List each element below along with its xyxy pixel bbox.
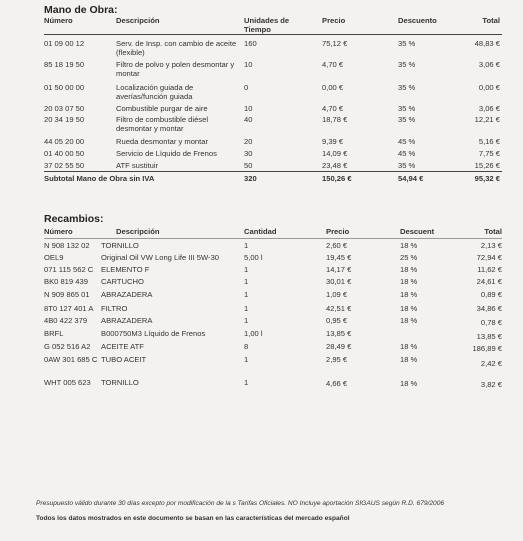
labor-subtotal-label: Subtotal Mano de Obra sin IVA [44,174,155,183]
labor-row-descuento: 35 % [398,115,416,124]
labor-row-numero: 37 02 55 50 [44,161,85,170]
labor-row-descuento: 35 % [398,39,416,48]
parts-row-numero: BRFL [44,329,64,338]
labor-subtotal-descuento: 54,94 € [398,174,424,183]
parts-row-total: 11,62 € [477,265,502,274]
labor-subtotal-total: 95,32 € [474,174,500,183]
parts-row-descuento: 25 % [400,253,418,262]
labor-row-precio: 14,09 € [322,149,348,158]
parts-row-cantidad: 1 [244,290,249,299]
labor-row-unidades: 30 [244,149,253,158]
labor-row-descuento: 45 % [398,149,416,158]
parts-row-total: 2,42 € [480,359,502,368]
parts-row-precio: 14,17 € [326,265,352,274]
labor-subtotal-precio: 150,26 € [322,174,352,183]
parts-row-total: 24,61 € [476,277,502,286]
labor-row-numero: 01 50 00 00 [44,83,85,92]
labor-row-numero: 01 09 00 12 [44,39,85,48]
parts-row-descuento: 18 % [400,265,418,274]
parts-row-cantidad: 8 [244,342,249,351]
parts-row-total: 72,94 € [476,253,502,262]
parts-row-cantidad: 1 [244,265,249,274]
parts-row-total: 34,86 € [476,304,502,313]
labor-row-descuento: 35 % [398,60,416,69]
labor-row-unidades: 10 [244,104,253,113]
labor-header-total: Total [482,16,500,25]
parts-header-total: Total [484,227,502,236]
parts-row-numero: BK0 819 439 [44,277,88,286]
labor-row-unidades: 10 [244,60,253,69]
labor-section-title: Mano de Obra: [44,4,118,16]
labor-header-descripcion: Descripción [116,16,160,25]
labor-header-descuento: Descuento [398,16,437,25]
parts-row-precio: 4,66 € [326,379,348,388]
labor-row-numero: 44 05 20 00 [44,137,85,146]
labor-row-numero: 85 18 19 50 [44,60,85,69]
labor-row-unidades: 20 [244,137,253,146]
parts-row-descuento: 18 % [400,277,418,286]
parts-row-precio: 19,45 € [326,253,352,262]
labor-row-descripcion: Localización guiada de averías/función guiada [116,83,194,101]
market-disclaimer: Todos los datos mostrados en este documento se basan en las características del mercado español [36,515,350,522]
parts-row-cantidad: 1 [244,378,249,387]
parts-header-numero: Número [44,227,73,236]
parts-row-total: 13,85 € [476,332,502,341]
parts-row-numero: OEL9 [44,253,64,262]
labor-row-descuento: 35 % [398,104,416,113]
parts-row-numero: 071 115 562 C [44,265,94,274]
labor-row-total: 3,06 € [478,104,500,113]
labor-row-unidades: 160 [244,39,257,48]
parts-row-descuento: 18 % [400,304,418,313]
parts-row-descuento: 18 % [400,241,418,250]
parts-row-numero: WHT 005 623 [44,378,91,387]
labor-row-precio: 18,78 € [322,115,348,124]
parts-row-numero: 4B0 422 379 [44,316,88,325]
parts-row-numero: N 909 865 01 [44,290,90,299]
parts-row-cantidad: 1 [244,277,249,286]
parts-row-numero: G 052 516 A2 [44,342,91,351]
labor-row-precio: 9,39 € [322,137,344,146]
parts-row-descripcion: B000750M3 Líquido de Frenos [101,329,206,338]
parts-row-precio: 0,95 € [326,316,348,325]
parts-header-cantidad: Cantidad [244,227,277,236]
parts-row-precio: 28,49 € [326,342,352,351]
labor-header-precio: Precio [322,16,346,25]
labor-row-descuento: 35 % [398,83,416,92]
labor-row-unidades: 0 [244,83,249,92]
parts-row-cantidad: 1,00 l [244,329,263,338]
parts-section-title: Recambios: [44,213,104,225]
parts-row-total: 0,89 € [480,290,502,299]
labor-row-total: 5,16 € [478,137,500,146]
parts-header-precio: Precio [326,227,350,236]
labor-header-unidades: Unidades de Tiempo [244,16,290,34]
parts-row-descripcion: Original Oil VW Long Life III 5W-30 [101,253,220,262]
parts-row-numero: 8T0 127 401 A [44,304,94,313]
parts-row-descripcion: TORNILLO [101,241,139,250]
labor-row-total: 48,83 € [474,39,500,48]
parts-row-descripcion: ELEMENTO F [101,265,150,274]
parts-row-precio: 30,01 € [326,277,352,286]
parts-row-cantidad: 1 [244,316,249,325]
labor-row-descuento: 45 % [398,137,416,146]
labor-row-total: 0,00 € [478,83,500,92]
labor-row-descripcion: Filtro de combustible diésel desmontar y montar [116,115,209,133]
labor-row-descripcion: Servicio de Líquido de Frenos [116,149,217,158]
parts-row-descuento: 18 % [400,290,418,299]
parts-row-descuento: 18 % [400,342,418,351]
parts-row-precio: 2,60 € [326,241,348,250]
labor-subtotal-unidades: 320 [244,174,257,183]
labor-row-precio: 75,12 € [322,39,348,48]
labor-row-numero: 01 40 00 50 [44,149,85,158]
parts-row-descuento: 18 % [400,355,418,364]
labor-row-precio: 4,70 € [322,104,344,113]
parts-row-cantidad: 1 [244,241,249,250]
parts-header-divider [44,238,502,239]
parts-row-precio: 2,95 € [326,355,348,364]
labor-row-numero: 20 34 19 50 [44,115,85,124]
labor-row-descripcion: ATF sustituir [116,161,159,170]
labor-row-descuento: 35 % [398,161,416,170]
parts-row-descripcion: TUBO ACEIT [101,355,147,364]
labor-row-descripcion: Rueda desmontar y montar [116,137,209,146]
parts-row-total: 0,78 € [480,318,502,327]
labor-row-total: 12,21 € [474,115,500,124]
labor-row-precio: 4,70 € [322,60,344,69]
parts-row-total: 3,82 € [480,380,502,389]
parts-row-descripcion: ACEITE ATF [101,342,144,351]
parts-row-descripcion: FILTRO [101,304,128,313]
parts-row-descuento: 18 % [400,316,418,325]
validity-note: Presupuesto válido durante 30 días excepto por modificación de la s Tarifas Oficiales. NO Incluye aportación SIGAUS según R.D. 679/2006 [36,500,445,507]
parts-row-total: 2,13 € [480,241,502,250]
labor-header-divider [44,34,502,35]
parts-row-numero: N 908 132 02 [44,241,90,250]
parts-row-descuento: 18 % [400,379,418,388]
labor-row-numero: 20 03 07 50 [44,104,85,113]
parts-row-numero: 0AW 301 685 C [44,355,98,364]
parts-row-precio: 13,85 € [326,329,352,338]
labor-row-precio: 23,48 € [322,161,348,170]
labor-row-descripcion: Filtro de polvo y polen desmontar y montar [116,60,235,78]
parts-row-cantidad: 1 [244,355,249,364]
labor-row-total: 3,06 € [478,60,500,69]
labor-row-unidades: 50 [244,161,253,170]
labor-row-descripcion: Serv. de Insp. con cambio de aceite (flexible) [116,39,237,57]
parts-row-precio: 1,09 € [326,290,348,299]
parts-row-total: 186,89 € [472,344,502,353]
parts-row-descripcion: ABRAZADERA [101,290,153,299]
labor-subtotal-divider [44,171,502,172]
parts-header-descuento: Descuent [400,227,435,236]
parts-row-descripcion: ABRAZADERA [101,316,153,325]
parts-row-descripcion: TORNILLO [101,378,139,387]
labor-row-precio: 0,00 € [322,83,344,92]
labor-row-unidades: 40 [244,115,253,124]
labor-header-numero: Número [44,16,73,25]
labor-row-total: 7,75 € [478,149,500,158]
labor-row-total: 15,26 € [474,161,500,170]
labor-row-descripcion: Combustible purgar de aire [116,104,208,113]
parts-header-descripcion: Descripción [116,227,160,236]
parts-row-cantidad: 5,00 l [244,253,263,262]
parts-row-cantidad: 1 [244,304,249,313]
parts-row-precio: 42,51 € [326,304,352,313]
parts-row-descripcion: CARTUCHO [101,277,144,286]
